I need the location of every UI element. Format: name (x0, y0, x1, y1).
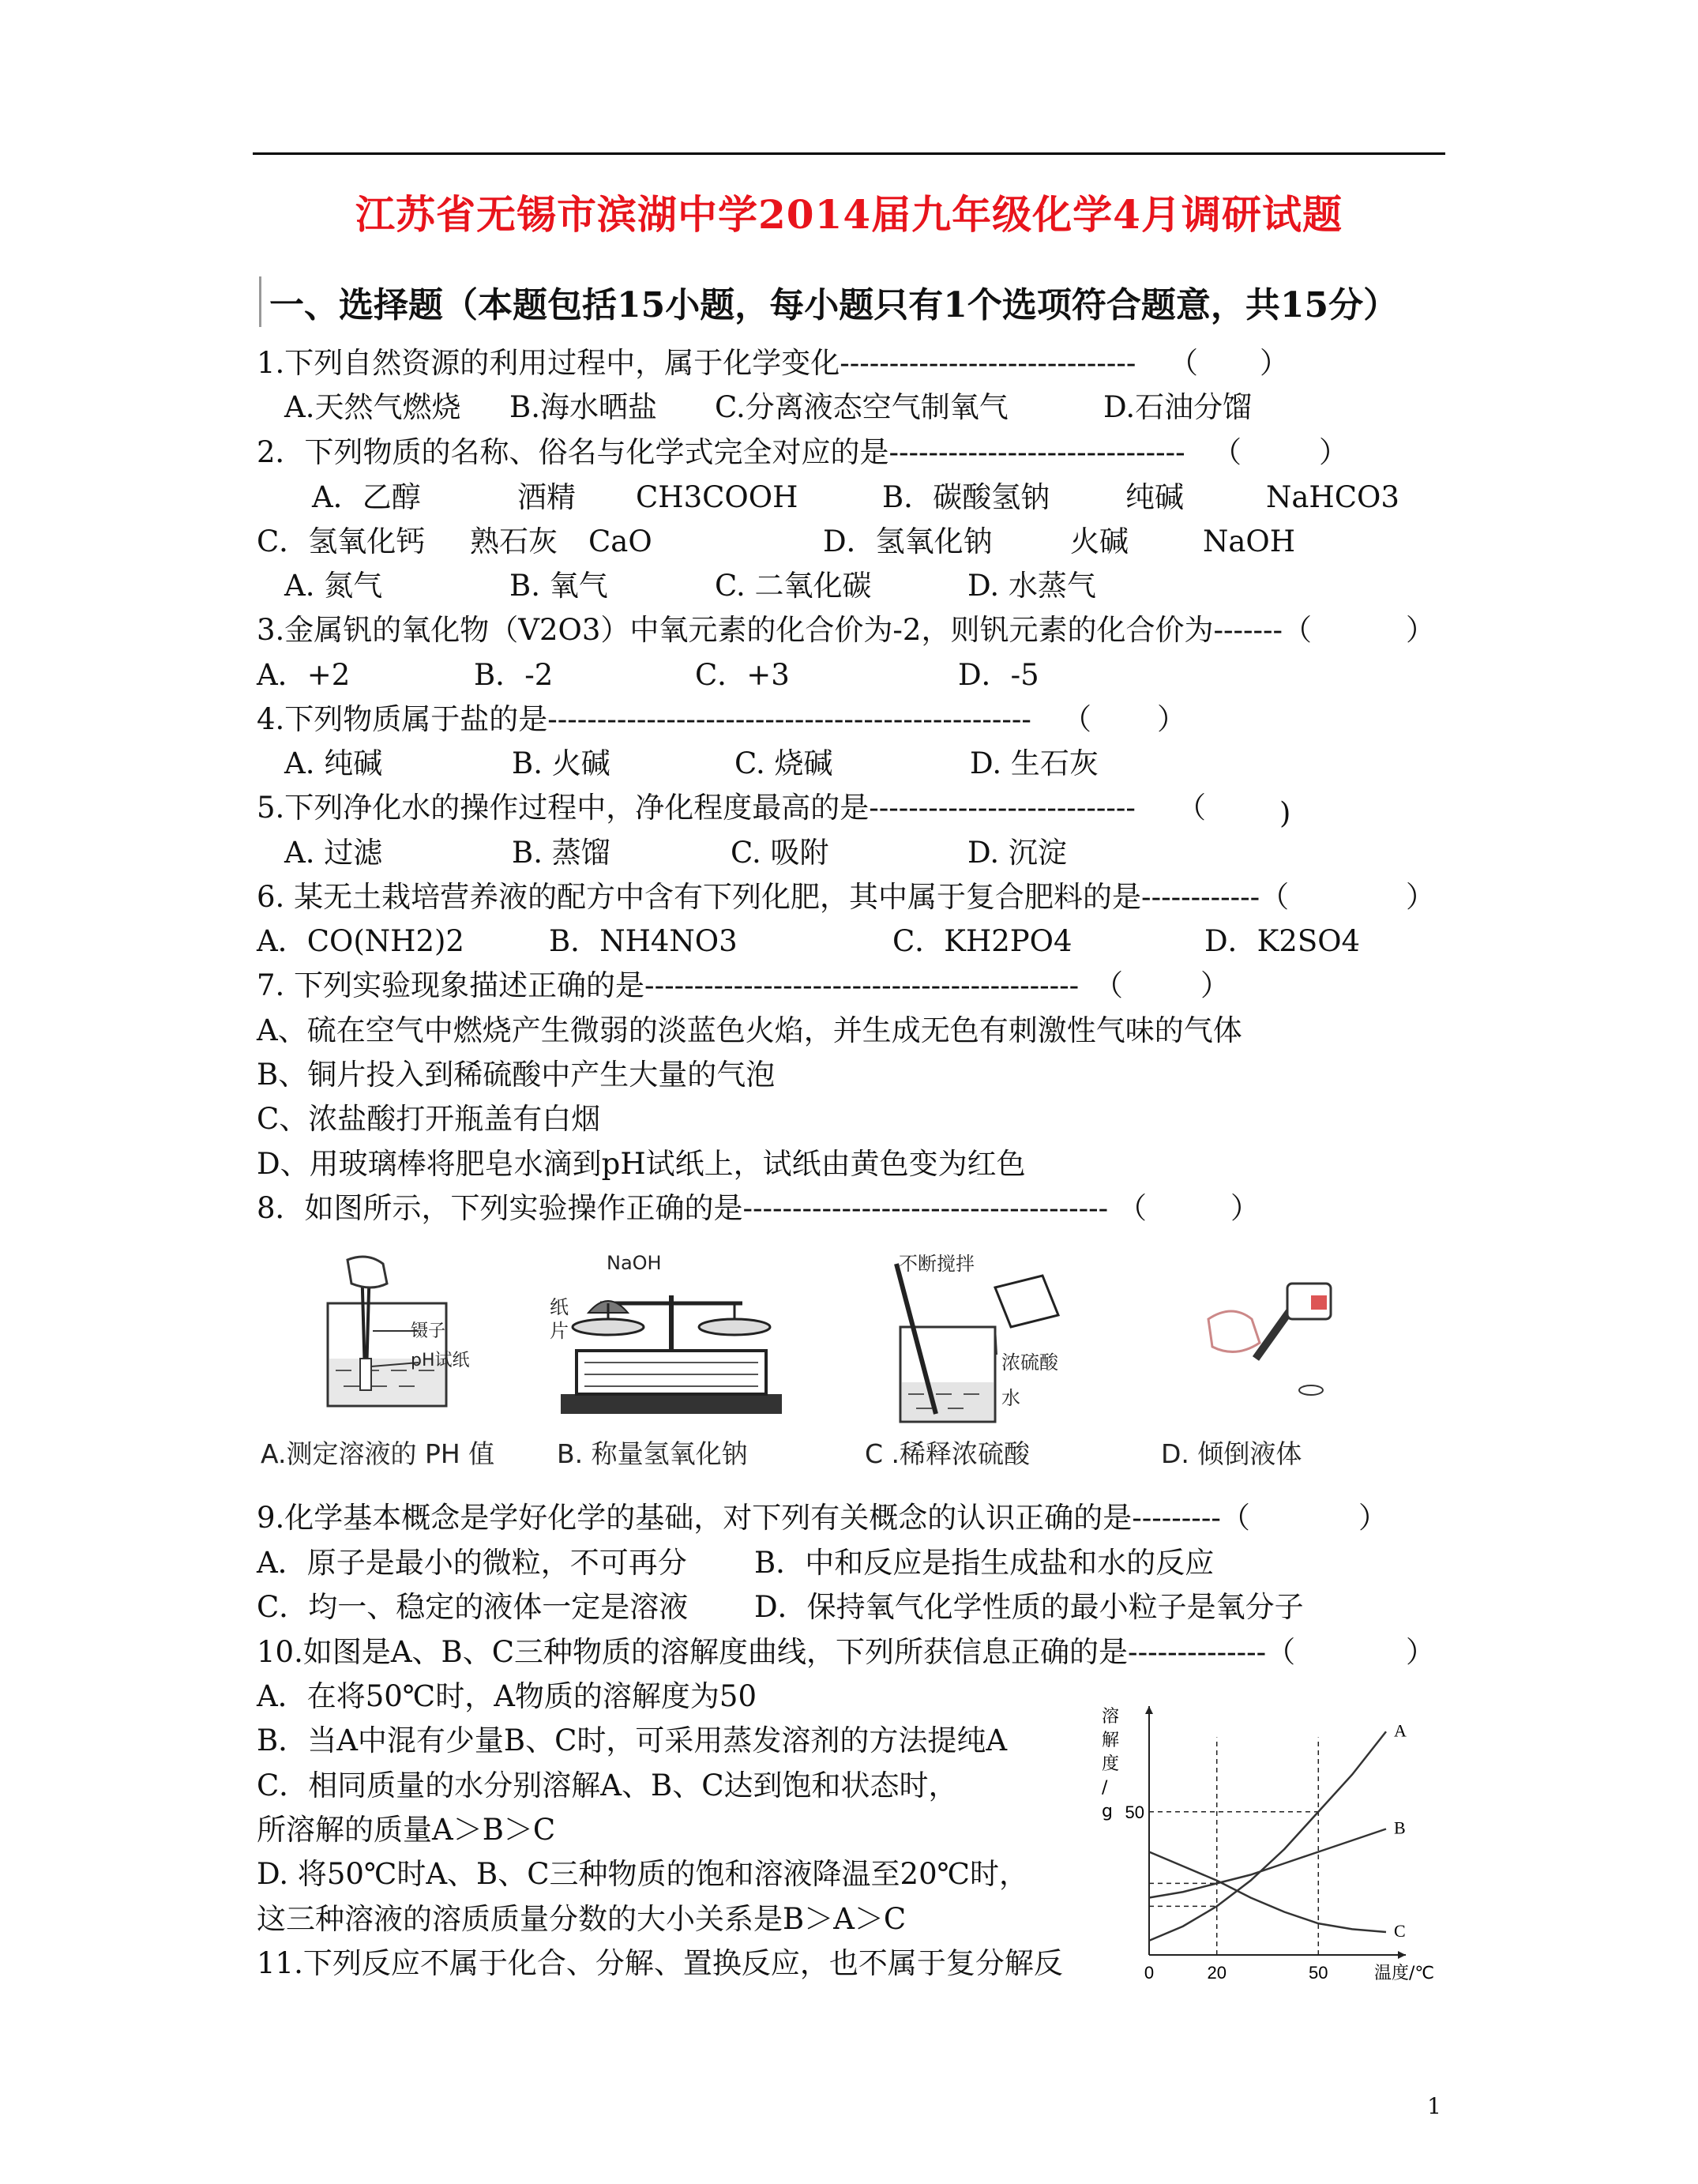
q2-extra-d: D. 水蒸气 (967, 569, 1096, 603)
solubility-chart (1082, 1698, 1435, 1998)
q2-c-name: C．氢氧化钙 (257, 524, 426, 558)
series-line-b (1149, 1829, 1386, 1898)
q2-bracket-right: ） (1319, 435, 1348, 469)
label-water: 水 (1001, 1387, 1020, 1409)
page-title: 江苏省无锡市滨湖中学2014届九年级化学4月调研试题 (355, 191, 1343, 238)
q1-bracket-right: ） (1260, 346, 1289, 380)
caption-a: A.测定溶液的 PH 值 (261, 1438, 495, 1469)
q5-bracket-right: ) (1279, 796, 1291, 830)
q11-stem: 11.下列反应不属于化合、分解、置换反应，也不属于复分解反 (257, 1946, 1063, 1980)
q4-option-b: B. 火碱 (512, 746, 610, 780)
label-tweezers: 镊子 (411, 1321, 446, 1341)
q4-option-a: A. 纯碱 (284, 746, 383, 780)
q10-line-4: 所溶解的质量A＞B＞C (257, 1813, 556, 1847)
q1-option-d: D.石油分馏 (1103, 390, 1253, 424)
x-tick-label: 50 (1309, 1963, 1328, 1983)
series-line-a (1149, 1731, 1386, 1941)
label-paper-sheet: 纸片 (550, 1296, 569, 1342)
q5-stem: 5.下列净化水的操作过程中，净化程度最高的是--------------------------- (257, 791, 1136, 825)
chart-axes (1145, 1706, 1406, 1959)
q3-option-a: A．+2 (257, 658, 351, 692)
q7-bracket-right: ） (1200, 968, 1230, 1002)
y-tick-label: 50 (1125, 1802, 1144, 1822)
q1-stem: 1.下列自然资源的利用过程中，属于化学变化------------------------------ (257, 346, 1136, 380)
q3-stem: 3.金属钒的氧化物（V2O3）中氧元素的化合价为-2，则钒元素的化合价为-------（ (257, 613, 1312, 647)
q6-option-c: C．KH2PO4 (892, 924, 1073, 958)
q2-extra-b: B. 氧气 (509, 569, 608, 603)
q2-d-name: D．氢氧化钠 (823, 524, 993, 558)
q1-option-b: B.海水晒盐 (509, 390, 657, 424)
q10-line-5: D. 将50℃时A、B、C三种物质的饱和溶液降温至20℃时， (257, 1857, 1029, 1891)
q2-a-formula: CH3COOH (636, 480, 798, 514)
series-label-c: C (1394, 1921, 1406, 1941)
q3-option-b: B．-2 (474, 658, 554, 692)
q1-option-c: C.分离液态空气制氧气 (715, 390, 1009, 424)
q10-bracket-right: ） (1406, 1635, 1435, 1669)
caption-c: C .稀释浓硫酸 (865, 1438, 1031, 1469)
series-label-b: B (1394, 1817, 1406, 1838)
q5-option-b: B. 蒸馏 (512, 836, 610, 870)
x-axis-label: 温度/℃ (1374, 1964, 1435, 1983)
q6-option-b: B．NH4NO3 (549, 924, 738, 958)
q7-option-a: A、硫在空气中燃烧产生微弱的淡蓝色火焰，并生成无色有刺激性气味的气体 (257, 1013, 1242, 1047)
q10-line-6: 这三种溶液的溶质质量分数的大小关系是B＞A＞C (257, 1902, 907, 1936)
y-axis-arrow (1145, 1706, 1153, 1714)
caption-d: D. 倾倒液体 (1161, 1438, 1302, 1469)
q8-bracket-right: ） (1230, 1191, 1260, 1225)
q2-b-common: 纯碱 (1125, 480, 1184, 514)
q4-bracket-left: （ (1062, 702, 1091, 736)
x-axis-arrow (1398, 1951, 1406, 1959)
q9-option-b: B．中和反应是指生成盐和水的反应 (754, 1546, 1215, 1580)
q3-bracket-right: ） (1406, 613, 1435, 647)
balance-figure (545, 1264, 806, 1422)
q2-d-common: 火碱 (1070, 524, 1129, 558)
q2-c-common: 熟石灰 (470, 524, 558, 558)
x-tick-label: 20 (1207, 1963, 1227, 1983)
caption-b: B. 称量氢氧化钠 (557, 1438, 748, 1469)
section-heading: 一、选择题（本题包括15小题，每小题只有1个选项符合题意，共15分） (259, 276, 1398, 327)
q5-bracket-left: （ (1177, 791, 1206, 825)
q7-option-b: B、铜片投入到稀硫酸中产生大量的气泡 (257, 1058, 776, 1092)
y-axis-label: 溶解度/ g (1102, 1707, 1120, 1821)
q2-c-formula: CaO (588, 524, 652, 558)
q5-option-c: C. 吸附 (731, 836, 829, 870)
q2-stem: 2．下列物质的名称、俗名与化学式完全对应的是------------------------------ (257, 435, 1185, 469)
q9-stem: 9.化学基本概念是学好化学的基础，对下列有关概念的认识正确的是---------（ (257, 1501, 1250, 1535)
q9-bracket-right: ） (1358, 1501, 1388, 1535)
q10-line-1: A．在将50℃时，A物质的溶解度为50 (257, 1679, 757, 1713)
label-ph-paper: pH试纸 (411, 1351, 470, 1370)
q2-b-formula: NaHCO3 (1266, 480, 1399, 514)
header-rule (253, 152, 1445, 155)
q7-option-c: C、浓盐酸打开瓶盖有白烟 (257, 1102, 601, 1136)
q8-stem: 8．如图所示，下列实验操作正确的是------------------------------------- (257, 1191, 1109, 1225)
label-naoh: NaOH (607, 1252, 662, 1274)
series-label-a: A (1394, 1720, 1407, 1741)
q4-option-d: D. 生石灰 (970, 746, 1099, 780)
pour-liquid-figure (1200, 1280, 1343, 1406)
chart-labels (1102, 1707, 1434, 1983)
q9-option-d: D．保持氧气化学性质的最小粒子是氧分子 (754, 1590, 1304, 1624)
q10-stem: 10.如图是A、B、C三种物质的溶解度曲线，下列所获信息正确的是--------------（ (257, 1635, 1296, 1669)
dilute-acid-figure (877, 1256, 1082, 1430)
q6-stem: 6. 某无土栽培营养液的配方中含有下列化肥，其中属于复合肥料的是------------（ (257, 880, 1290, 914)
q2-a-name: A．乙醇 (312, 480, 421, 514)
chart-series (1149, 1731, 1386, 1941)
q2-a-common: 酒精 (517, 480, 576, 514)
q2-bracket-left: （ (1212, 435, 1242, 469)
page-number: 1 (1427, 2093, 1441, 2119)
label-conc-sulfuric: 浓硫酸 (1001, 1351, 1058, 1374)
q1-bracket-left: （ (1169, 346, 1198, 380)
q6-option-a: A．CO(NH2)2 (257, 924, 464, 958)
q7-bracket-left: （ (1094, 968, 1123, 1002)
q10-line-2: B．当A中混有少量B、C时，可采用蒸发溶剂的方法提纯A (257, 1724, 1008, 1757)
q5-option-a: A. 过滤 (284, 836, 383, 870)
x-tick-label: 0 (1144, 1963, 1155, 1983)
q9-option-c: C．均一、稳定的液体一定是溶液 (257, 1590, 689, 1624)
q1-option-a: A.天然气燃烧 (284, 390, 461, 424)
q5-option-d: D. 沉淀 (967, 836, 1067, 870)
q8-bracket-left: （ (1118, 1191, 1147, 1225)
q3-option-c: C．+3 (695, 658, 790, 692)
q4-option-c: C. 烧碱 (734, 746, 833, 780)
q6-bracket-right: ） (1406, 880, 1435, 914)
q10-line-3: C．相同质量的水分别溶解A、B、C达到饱和状态时， (257, 1769, 958, 1802)
q2-b-name: B．碳酸氢钠 (882, 480, 1050, 514)
q2-extra-a: A. 氮气 (284, 569, 383, 603)
q2-extra-c: C. 二氧化碳 (715, 569, 872, 603)
q6-option-d: D．K2SO4 (1204, 924, 1361, 958)
q4-stem: 4.下列物质属于盐的是------------------------------------------------- (257, 702, 1031, 736)
q3-option-d: D．-5 (958, 658, 1039, 692)
label-keep-stirring: 不断搅拌 (899, 1253, 975, 1275)
q7-stem: 7. 下列实验现象描述正确的是-------------------------------------------- (257, 968, 1080, 1002)
q7-option-d: D、用玻璃棒将肥皂水滴到pH试纸上，试纸由黄色变为红色 (257, 1147, 1026, 1181)
q4-bracket-right: ） (1157, 702, 1186, 736)
q9-option-a: A．原子是最小的微粒，不可再分 (257, 1546, 687, 1580)
q2-d-formula: NaOH (1203, 524, 1296, 558)
